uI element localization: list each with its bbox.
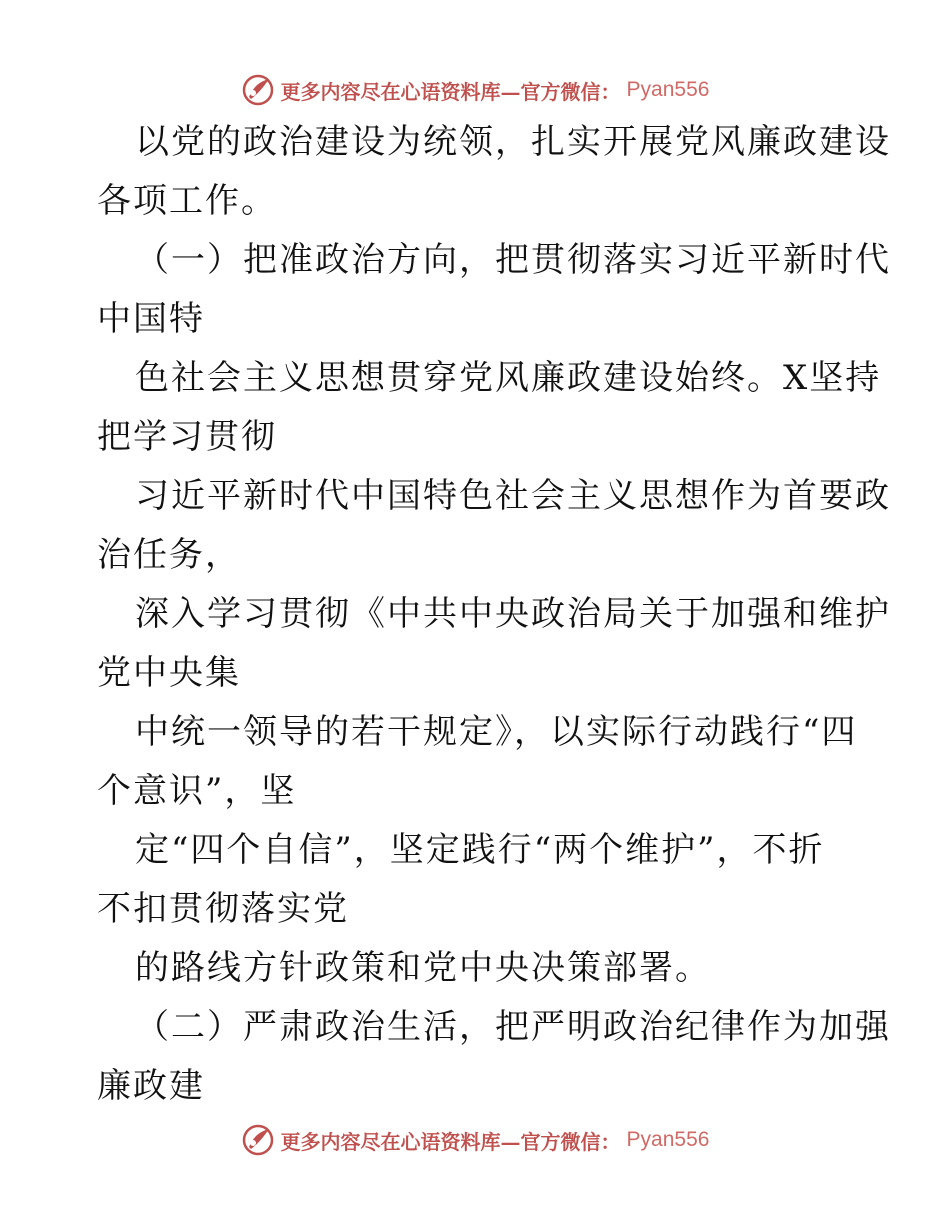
text-line: 各项工作。 (97, 181, 277, 221)
text-line: 个意识”，坚 (97, 771, 297, 811)
watermark-text: 更多内容尽在心语资料库—官方微信： (280, 79, 621, 104)
text-line: （一）把准政治方向，把贯彻落实习近平新时代 (135, 240, 891, 280)
text-line: 中国特 (97, 299, 205, 339)
text-line: 深入学习贯彻《中共中央政治局关于加强和维护 (135, 594, 891, 634)
text-line: 色社会主义思想贯穿党风廉政建设始终。X坚持 (135, 358, 882, 398)
text-line: 廉政建 (97, 1066, 205, 1106)
header-watermark (0, 72, 950, 108)
text-line: （二）严肃政治生活，把严明政治纪律作为加强 (135, 1007, 891, 1047)
text-line: 以党的政治建设为统领，扎实开展党风廉政建设 (135, 122, 891, 162)
text-line: 治任务， (97, 535, 241, 575)
watermark-id: Pyan556 (626, 78, 710, 101)
pen-logo-icon (241, 73, 275, 107)
text-line: 的路线方针政策和党中央决策部署。 (135, 948, 711, 988)
pen-logo-icon (241, 1123, 275, 1157)
watermark-id: Pyan556 (626, 1128, 710, 1151)
text-line: 定“四个自信”，坚定践行“两个维护”，不折 (135, 830, 825, 870)
text-line: 不扣贯彻落实党 (97, 889, 349, 929)
footer-watermark (0, 1122, 950, 1158)
text-line: 中统一领导的若干规定》，以实际行动践行“四 (135, 712, 858, 752)
text-line: 党中央集 (97, 653, 241, 693)
text-line: 习近平新时代中国特色社会主义思想作为首要政 (135, 476, 891, 516)
text-line: 把学习贯彻 (97, 417, 277, 457)
watermark-text: 更多内容尽在心语资料库—官方微信： (280, 1129, 621, 1154)
